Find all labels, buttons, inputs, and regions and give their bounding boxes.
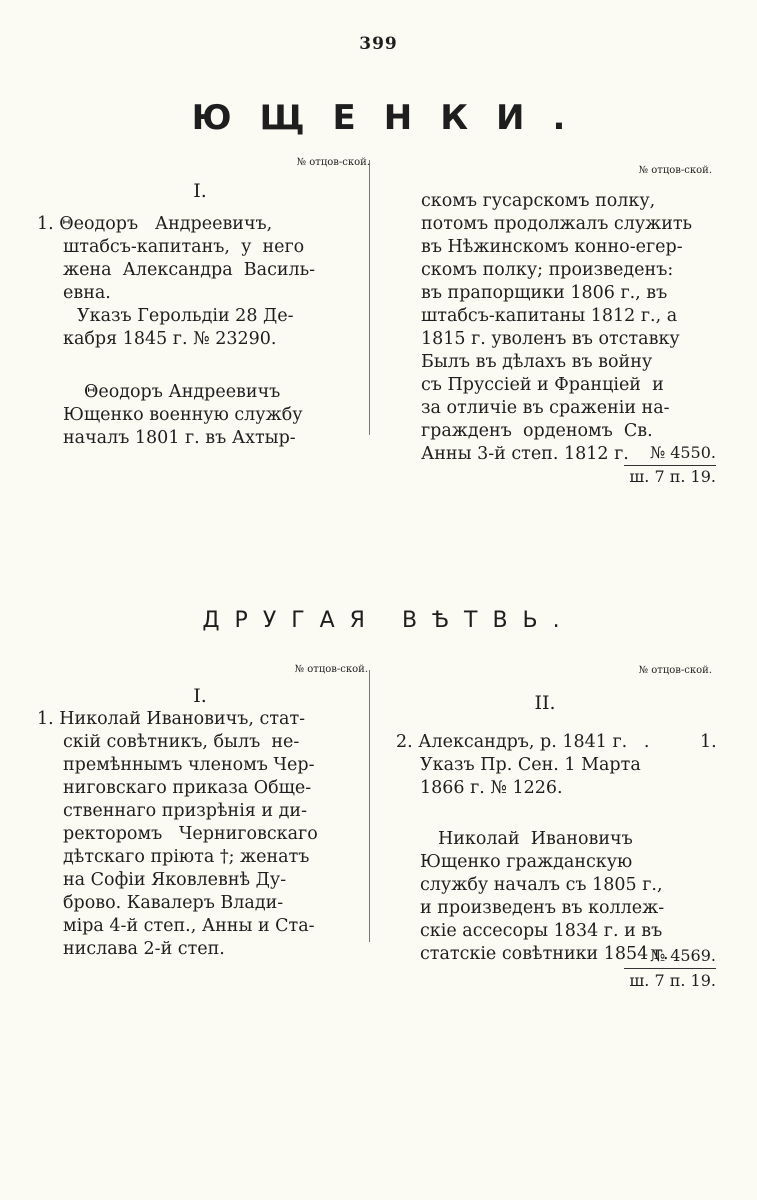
text-line: штабсъ-капитанъ, у него: [63, 237, 305, 257]
section2-left-text: [37, 708, 318, 961]
text-line: Ющенко гражданскую: [420, 852, 633, 872]
father-reference: 1.: [700, 732, 717, 752]
text-line: штабсъ-капитаны 1812 г., а: [421, 306, 678, 326]
text-line: 1815 г. уволенъ въ отставку: [421, 329, 680, 349]
archive-reference-2: ш. 7 п. 19.: [629, 971, 716, 990]
document-number-2: № 4569.: [649, 946, 716, 965]
text-line: Указъ Герольдіи 28 Де-: [77, 306, 294, 326]
text-line: брово. Кавалеръ Влади-: [63, 893, 284, 913]
text-line: и произведенъ въ коллеж-: [420, 898, 665, 918]
archive-rule-1: [624, 465, 716, 466]
text-line: за отличіе въ сраженіи на-: [421, 398, 670, 418]
text-line: премѣннымъ членомъ Чер-: [63, 755, 315, 775]
text-line: ректоромъ Черниговскаго: [63, 824, 318, 844]
text-line: міра 4-й степ., Анны и Ста-: [63, 916, 315, 936]
text-line: [37, 351, 315, 381]
document-number-1: № 4550.: [649, 443, 716, 462]
text-line: Ющенко военную службу: [63, 405, 303, 425]
column-note-left-2: № отцов-ской.: [294, 664, 368, 675]
text-line: 1. Θеодоръ Андреевичъ,: [37, 214, 273, 234]
text-line: евна.: [63, 283, 111, 303]
column-divider-2: [369, 670, 370, 942]
text-line: Былъ въ дѣлахъ въ войну: [421, 352, 653, 372]
text-line: скомъ гусарскомъ полку,: [421, 191, 656, 211]
section2-right-text: [396, 731, 669, 966]
column-note-right-2: № отцов-ской.: [638, 665, 712, 676]
section1-left-text: [37, 213, 315, 450]
section1-right-text: [421, 190, 692, 466]
text-line: 1. Николай Ивановичъ, стат-: [37, 709, 306, 729]
column-note-right-1: № отцов-ской.: [638, 165, 712, 176]
column-note-left-1: № отцов-ской.: [296, 157, 370, 168]
archive-rule-2: [624, 968, 716, 969]
text-line: ниговскаго приказа Обще-: [63, 778, 312, 798]
text-line: въ Нѣжинскомъ конно-егер-: [421, 237, 683, 257]
text-line: началъ 1801 г. въ Ахтыр-: [63, 428, 296, 448]
text-line: Анны 3-й степ. 1812 г.: [421, 444, 629, 464]
text-line: Указъ Пр. Сен. 1 Марта: [420, 755, 641, 775]
generation-label-2-left: I.: [193, 685, 207, 707]
text-line: службу началъ съ 1805 г.,: [420, 875, 663, 895]
text-line: въ прапорщики 1806 г., въ: [421, 283, 668, 303]
text-line: ственнаго призрѣнія и ди-: [63, 801, 307, 821]
family-title: ЮЩЕНКИ.: [191, 98, 594, 138]
text-line: на Софіи Яковлевнѣ Ду-: [63, 870, 287, 890]
archive-reference-1: ш. 7 п. 19.: [629, 467, 716, 486]
text-line: кабря 1845 г. № 23290.: [63, 329, 277, 349]
text-line: Θеодоръ Андреевичъ: [84, 382, 281, 402]
text-line: гражденъ орденомъ Св.: [421, 421, 653, 441]
text-line: жена Александра Василь-: [63, 260, 316, 280]
column-divider-1: [369, 160, 370, 435]
text-line: дѣтскаго пріюта †; женатъ: [63, 847, 310, 867]
text-line: скій совѣтникъ, былъ не-: [63, 732, 300, 752]
text-line: потомъ продолжалъ служить: [421, 214, 693, 234]
text-line: скіе ассесоры 1834 г. и въ: [420, 921, 663, 941]
text-line: Николай Ивановичъ: [438, 829, 633, 849]
text-line: [396, 800, 669, 828]
text-line: 2. Александръ, р. 1841 г. .: [396, 732, 650, 752]
page-number: 399: [359, 34, 398, 54]
text-line: съ Пруссіей и Франціей и: [421, 375, 664, 395]
text-line: статскіе совѣтники 1854 г.: [420, 944, 669, 964]
generation-label-2-right: II.: [534, 692, 556, 714]
text-line: 1866 г. № 1226.: [420, 778, 563, 798]
text-line: скомъ полку; произведенъ:: [421, 260, 674, 280]
text-line: нислава 2-й степ.: [63, 939, 225, 959]
branch-title: ДРУГАЯ ВѢТВЬ.: [202, 608, 575, 633]
generation-label-1: I.: [193, 180, 207, 202]
